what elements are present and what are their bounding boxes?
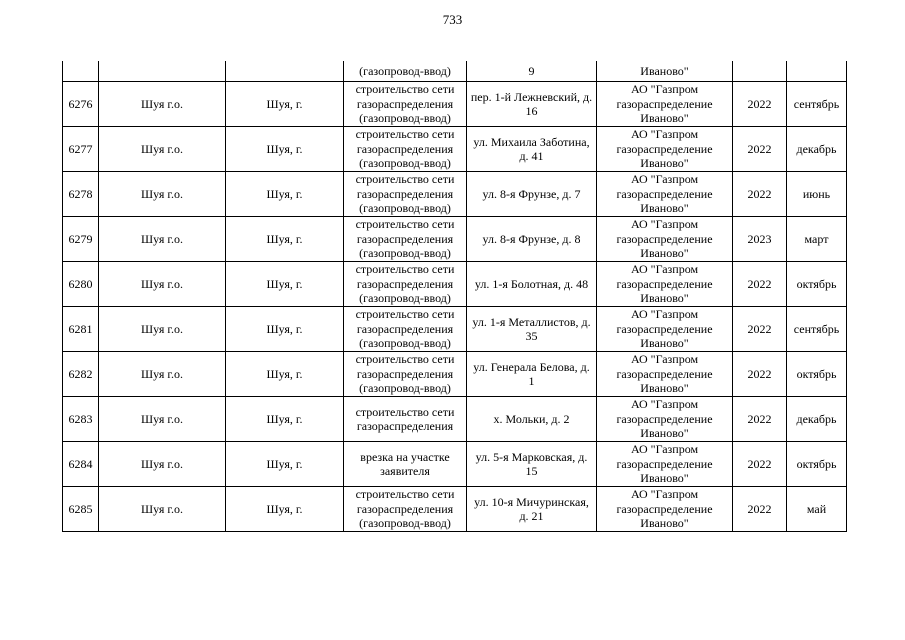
cell-year: 2022 [733, 487, 787, 532]
cell-work-type: строительство сети газораспределения (газопровод-ввод) [344, 352, 467, 397]
cell-month: октябрь [787, 442, 847, 487]
cell-municipality [99, 61, 226, 82]
cell-month [787, 61, 847, 82]
cell-municipality: Шуя г.о. [99, 172, 226, 217]
cell-number: 6284 [63, 442, 99, 487]
table-row [63, 127, 847, 172]
cell-year: 2022 [733, 262, 787, 307]
table-row [63, 217, 847, 262]
cell-year: 2022 [733, 82, 787, 127]
gas-connection-table [62, 61, 847, 532]
cell-settlement: Шуя, г. [226, 307, 344, 352]
cell-year: 2022 [733, 307, 787, 352]
cell-address: ул. 1-я Металлистов, д. 35 [467, 307, 597, 352]
cell-organization: АО "Газпром газораспределение Иваново" [597, 82, 733, 127]
cell-organization: АО "Газпром газораспределение Иваново" [597, 127, 733, 172]
cell-number: 6276 [63, 82, 99, 127]
cell-number: 6283 [63, 397, 99, 442]
cell-number: 6282 [63, 352, 99, 397]
cell-number: 6280 [63, 262, 99, 307]
cell-work-type: строительство сети газораспределения (газопровод-ввод) [344, 172, 467, 217]
cell-work-type: строительство сети газораспределения (газопровод-ввод) [344, 307, 467, 352]
cell-month: октябрь [787, 262, 847, 307]
cell-month: декабрь [787, 397, 847, 442]
cell-work-type: строительство сети газораспределения (газопровод-ввод) [344, 82, 467, 127]
cell-work-type: строительство сети газораспределения (газопровод-ввод) [344, 487, 467, 532]
cell-month: октябрь [787, 352, 847, 397]
cell-number: 6281 [63, 307, 99, 352]
cell-settlement: Шуя, г. [226, 82, 344, 127]
cell-address: ул. Михаила Заботина, д. 41 [467, 127, 597, 172]
cell-address: х. Мольки, д. 2 [467, 397, 597, 442]
cell-settlement: Шуя, г. [226, 172, 344, 217]
cell-work-type: строительство сети газораспределения (газопровод-ввод) [344, 262, 467, 307]
cell-organization: АО "Газпром газораспределение Иваново" [597, 307, 733, 352]
cell-year: 2022 [733, 172, 787, 217]
cell-municipality: Шуя г.о. [99, 217, 226, 262]
cell-address: ул. 8-я Фрунзе, д. 8 [467, 217, 597, 262]
cell-number: 6285 [63, 487, 99, 532]
cell-organization: АО "Газпром газораспределение Иваново" [597, 172, 733, 217]
cell-year: 2022 [733, 397, 787, 442]
page-number: 733 [442, 12, 463, 27]
table-row [63, 307, 847, 352]
cell-organization: АО "Газпром газораспределение Иваново" [597, 487, 733, 532]
cell-address: ул. Генерала Белова, д. 1 [467, 352, 597, 397]
cell-address: ул. 1-я Болотная, д. 48 [467, 262, 597, 307]
cell-year: 2023 [733, 217, 787, 262]
table-row [63, 172, 847, 217]
cell-settlement: Шуя, г. [226, 127, 344, 172]
table-row [63, 397, 847, 442]
cell-municipality: Шуя г.о. [99, 262, 226, 307]
cell-year: 2022 [733, 442, 787, 487]
cell-year [733, 61, 787, 82]
cell-municipality: Шуя г.о. [99, 82, 226, 127]
cell-municipality: Шуя г.о. [99, 397, 226, 442]
cell-municipality: Шуя г.о. [99, 127, 226, 172]
cell-month: июнь [787, 172, 847, 217]
cell-organization: АО "Газпром газораспределение Иваново" [597, 352, 733, 397]
cell-settlement: Шуя, г. [226, 262, 344, 307]
cell-work-type: строительство сети газораспределения [344, 397, 467, 442]
cell-address: ул. 5-я Марковская, д. 15 [467, 442, 597, 487]
cell-work-type: строительство сети газораспределения (газопровод-ввод) [344, 217, 467, 262]
cell-work-type: врезка на участке заявителя [344, 442, 467, 487]
cell-number: 6279 [63, 217, 99, 262]
table-row [63, 487, 847, 532]
cell-month: сентябрь [787, 82, 847, 127]
cell-address: пер. 1-й Лежневский, д. 16 [467, 82, 597, 127]
cell-work-type: (газопровод-ввод) [344, 61, 467, 82]
cell-municipality: Шуя г.о. [99, 487, 226, 532]
cell-address: 9 [467, 61, 597, 82]
cell-organization: АО "Газпром газораспределение Иваново" [597, 217, 733, 262]
cell-number: 6277 [63, 127, 99, 172]
cell-number: 6278 [63, 172, 99, 217]
cell-number [63, 61, 99, 82]
cell-month: сентябрь [787, 307, 847, 352]
cell-organization: АО "Газпром газораспределение Иваново" [597, 442, 733, 487]
cell-municipality: Шуя г.о. [99, 352, 226, 397]
cell-month: май [787, 487, 847, 532]
cell-organization: АО "Газпром газораспределение Иваново" [597, 262, 733, 307]
table-row [63, 82, 847, 127]
cell-settlement: Шуя, г. [226, 397, 344, 442]
cell-year: 2022 [733, 127, 787, 172]
cell-municipality: Шуя г.о. [99, 442, 226, 487]
cell-municipality: Шуя г.о. [99, 307, 226, 352]
cell-organization: Иваново" [597, 61, 733, 82]
cell-month: март [787, 217, 847, 262]
cell-settlement: Шуя, г. [226, 352, 344, 397]
cell-settlement [226, 61, 344, 82]
cell-organization: АО "Газпром газораспределение Иваново" [597, 397, 733, 442]
table-row [63, 352, 847, 397]
cell-settlement: Шуя, г. [226, 442, 344, 487]
cell-month: декабрь [787, 127, 847, 172]
cell-work-type: строительство сети газораспределения (газопровод-ввод) [344, 127, 467, 172]
table-row [63, 442, 847, 487]
table-row [63, 262, 847, 307]
cell-settlement: Шуя, г. [226, 487, 344, 532]
cell-address: ул. 10-я Мичуринская, д. 21 [467, 487, 597, 532]
cell-address: ул. 8-я Фрунзе, д. 7 [467, 172, 597, 217]
table-row-continuation [63, 61, 847, 82]
cell-settlement: Шуя, г. [226, 217, 344, 262]
cell-year: 2022 [733, 352, 787, 397]
